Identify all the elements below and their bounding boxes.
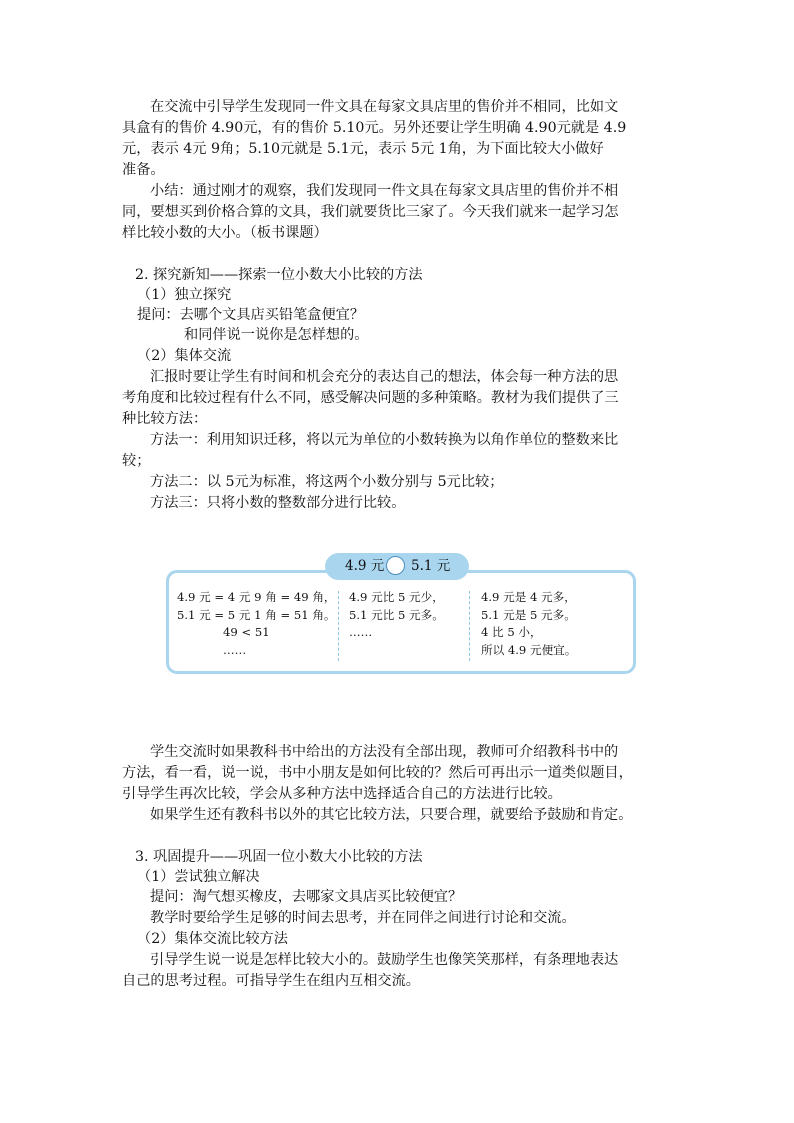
summary-line-1: 小结：通过刚才的观察，我们发现同一件文具在每家文具店里的售价并不相 xyxy=(150,183,619,199)
column-divider-2 xyxy=(469,591,470,661)
method3-line: 方法三：只将小数的整数部分进行比较。 xyxy=(150,495,406,511)
intro-line-1: 在交流中引导学生发现同一件文具在每家文具店里的售价并不相同，比如文 xyxy=(150,99,619,115)
method-col-2 xyxy=(349,589,444,642)
figure-title-right: 5.1 元 xyxy=(411,558,451,574)
after-line-3: 引导学生再次比较，学会从多种方法中选择适合自己的方法进行比较。 xyxy=(122,786,562,802)
section3-para-line-2: 自己的思考过程。可指导学生在组内互相交流。 xyxy=(122,973,420,989)
section2-question: 提问：去哪个文具店买铅笔盒便宜？ xyxy=(137,307,365,323)
section3-sub1: （1）尝试独立解决 xyxy=(137,869,260,885)
figure-title-left: 4.9 元 xyxy=(345,558,385,574)
after-line-4: 如果学生还有教科书以外的其它比较方法，只要合理，就要给予鼓励和肯定。 xyxy=(150,807,633,823)
col1-line-1: 4.9 元 = 4 元 9 角 = 49 角， xyxy=(177,590,336,604)
compare-circle-icon xyxy=(386,556,405,575)
summary-line-2: 同，要想买到价格合算的文具，我们就要货比三家了。今天我们就来一起学习怎 xyxy=(122,204,619,220)
col3-line-2: 5.1 元是 5 元多。 xyxy=(481,607,576,622)
section2-para-line-1: 汇报时要让学生有时间和机会充分的表达自己的想法，体会每一种方法的思 xyxy=(150,369,619,385)
section3-heading: 3. 巩固提升——巩固一位小数大小比较的方法 xyxy=(135,849,423,865)
after-line-2: 方法，看一看，说一说，书中小朋友是如何比较的？然后可再出示一道类似题目， xyxy=(122,765,633,781)
after-line-1: 学生交流时如果教科书中给出的方法没有全部出现，教师可介绍教科书中的 xyxy=(150,744,619,760)
section3-question: 提问：淘气想买橡皮，去哪家文具店买比较便宜？ xyxy=(150,889,463,905)
col1-line-3: 49 < 51 xyxy=(223,625,270,639)
section2-heading: 2. 探究新知——探索一位小数大小比较的方法 xyxy=(135,267,423,283)
section3-teach: 教学时要给学生足够的时间去思考，并在同伴之间进行讨论和交流。 xyxy=(150,910,576,926)
comparison-figure xyxy=(166,570,636,674)
method-col-3 xyxy=(481,589,576,659)
section2-question-follow: 和同伴说一说你是怎样想的。 xyxy=(184,327,369,343)
section2-para-line-2: 考角度和比较过程有什么不同，感受解决问题的多种策略。教材为我们提供了三 xyxy=(122,390,619,406)
col1-line-2: 5.1 元 = 5 元 1 角 = 51 角。 xyxy=(177,607,336,622)
intro-line-4: 准备。 xyxy=(122,162,165,178)
section3-para-line-1: 引导学生说一说是怎样比较大小的。鼓励学生也像笑笑那样，有条理地表达 xyxy=(150,952,619,968)
section2-para-line-3: 种比较方法： xyxy=(122,411,208,427)
col2-line-2: 5.1 元比 5 元多。 xyxy=(349,607,444,622)
method1-line-1: 方法一：利用知识迁移，将以元为单位的小数转换为以角作单位的整数来比 xyxy=(150,432,619,448)
col2-line-3: …… xyxy=(349,625,373,639)
summary-line-3: 样比较小数的大小。（板书课题） xyxy=(122,225,328,241)
section2-sub2: （2）集体交流 xyxy=(137,348,232,364)
intro-line-3: 元，表示 4元 9角；5.10元就是 5.1元，表示 5元 1角，为下面比较大小做好 xyxy=(122,141,604,157)
figure-title-pill xyxy=(325,553,469,580)
col2-line-1: 4.9 元比 5 元少， xyxy=(349,590,444,604)
col3-line-1: 4.9 元是 4 元多， xyxy=(481,590,576,604)
section3-sub2: （2）集体交流比较方法 xyxy=(137,931,288,947)
method1-line-2: 较； xyxy=(122,453,151,469)
method2-line: 方法二：以 5元为标准，将这两个小数分别与 5元比较； xyxy=(150,474,504,490)
section2-sub1: （1）独立探究 xyxy=(137,287,232,303)
col3-line-4: 所以 4.9 元便宜。 xyxy=(481,642,577,657)
intro-line-2: 具盒有的售价 4.90元，有的售价 5.10元。另外还要让学生明确 4.90元就是 4.9 xyxy=(122,120,627,136)
col3-line-3: 4 比 5 小， xyxy=(481,625,542,639)
column-divider-1 xyxy=(338,591,339,661)
col1-line-4: …… xyxy=(223,642,247,657)
method-col-1 xyxy=(177,589,336,659)
